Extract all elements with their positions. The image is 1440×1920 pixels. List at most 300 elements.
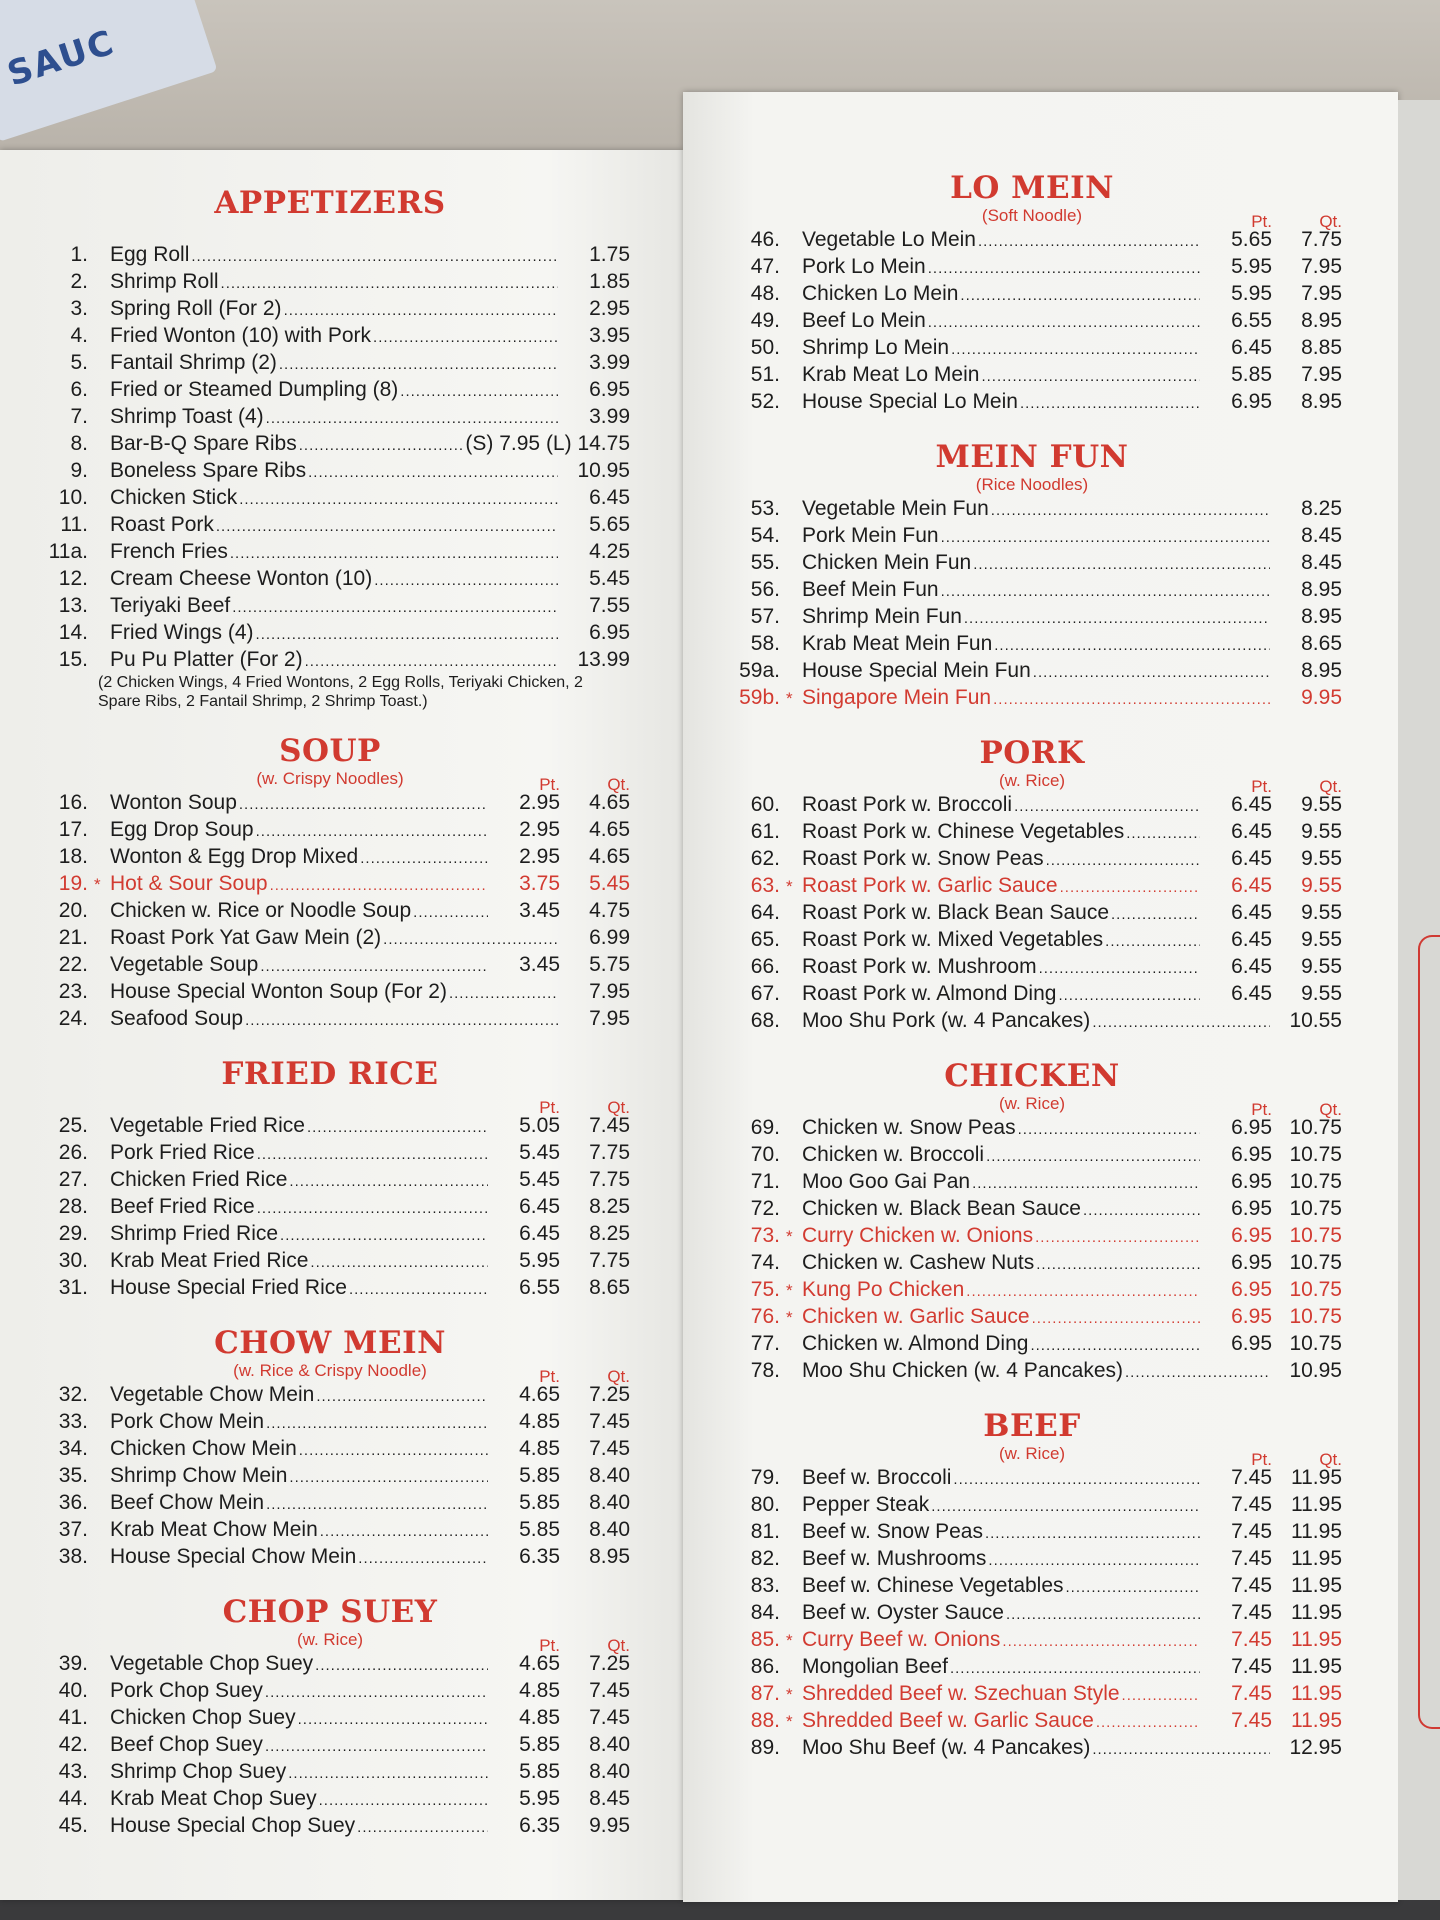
menu-item [722,578,1342,605]
menu-item [30,432,630,459]
item-number: 71. [750,1170,780,1193]
pint-price: 7.45 [1231,1655,1272,1678]
menu-item [722,363,1342,390]
pint-price: 6.45 [1231,820,1272,843]
item-name: Fried Wings (4) [110,621,254,644]
dot-leader [299,437,464,454]
pint-price: 3.45 [519,953,560,976]
dot-leader [257,1200,488,1217]
item-number: 56. [750,578,780,601]
pint-price: 5.45 [519,1168,560,1191]
dot-leader [951,341,1200,358]
item-name: Krab Meat Fried Rice [110,1249,309,1272]
item-name: Krab Meat Chow Mein [110,1518,318,1541]
menu-item [722,955,1342,982]
quart-price: 5.45 [589,872,630,895]
item-name: Fantail Shrimp (2) [110,351,277,374]
quart-price: 4.65 [589,845,630,868]
dot-leader [1020,395,1200,412]
item-number: 43. [58,1760,88,1783]
dot-leader [978,233,1200,250]
item-name: Kung Po Chicken [802,1278,965,1301]
item-name: Pepper Steak [802,1493,930,1516]
quart-price: 7.95 [1301,363,1342,386]
menu-item [30,1114,630,1141]
item-name: Beef Chop Suey [110,1733,263,1756]
item-number: 62. [750,847,780,870]
dot-leader [1018,1121,1200,1138]
item-price: 8.45 [1301,524,1342,547]
dot-leader [1122,1687,1200,1704]
item-name: Boneless Spare Ribs [110,459,307,482]
quart-price: 8.40 [589,1733,630,1756]
item-number: 12. [58,567,88,590]
item-price: 8.45 [1301,551,1342,574]
item-name: French Fries [110,540,228,563]
dot-leader [373,329,558,346]
item-name: Chicken w. Cashew Nuts [802,1251,1035,1274]
item-name: Cream Cheese Wonton (10) [110,567,373,590]
pint-price: 6.95 [1231,1278,1272,1301]
quart-price: 7.25 [589,1652,630,1675]
item-name: Chicken w. Broccoli [802,1143,985,1166]
quart-price: 9.55 [1301,928,1342,951]
quart-price: 9.55 [1301,874,1342,897]
section-title: MEIN FUN [935,439,1129,475]
menu-item [722,928,1342,955]
item-name: Shrimp Fried Rice [110,1222,279,1245]
menu-item [30,1545,630,1572]
menu-item [722,1359,1342,1386]
menu-item [30,297,630,324]
item-number: 14. [58,621,88,644]
menu-item [30,926,630,953]
spicy-marker: * [786,1712,793,1731]
dot-leader [374,572,558,589]
spicy-marker: * [786,1281,793,1300]
dot-leader [266,1415,488,1432]
pint-price: 4.65 [519,1652,560,1675]
quart-price: 8.95 [1301,309,1342,332]
menu-item [722,847,1342,874]
item-price: 9.95 [1301,686,1342,709]
pint-price: 7.45 [1231,1520,1272,1543]
quart-price: 8.25 [589,1222,630,1245]
menu-item [30,1168,630,1195]
dot-leader [280,1227,488,1244]
pint-price: 5.05 [519,1114,560,1137]
quart-price: 7.95 [1301,282,1342,305]
item-number: 21. [58,926,88,949]
menu-item [30,1652,630,1679]
item-number: 20. [58,899,88,922]
item-number: 61. [750,820,780,843]
pint-price: 7.45 [1231,1682,1272,1705]
item-price: 12.95 [1289,1736,1342,1759]
menu-item [30,1383,630,1410]
pint-price: 6.55 [519,1276,560,1299]
dot-leader [1039,960,1200,977]
dot-leader [216,518,558,535]
section-title: LO MEIN [950,170,1114,206]
item-number: 41. [58,1706,88,1729]
item-name: Roast Pork w. Broccoli [802,793,1013,816]
dot-leader [994,637,1270,654]
pint-price: 6.45 [1231,793,1272,816]
menu-section [30,185,630,711]
item-name: Egg Roll [110,243,190,266]
menu-item [30,1007,630,1034]
pint-column-label: Pt. [539,775,560,794]
item-name: Pu Pu Platter (For 2) [110,648,303,671]
dot-leader [257,1146,488,1163]
menu-item [722,1520,1342,1547]
quart-price: 10.75 [1289,1251,1342,1274]
pint-price: 6.35 [519,1814,560,1837]
dot-leader [256,823,488,840]
quart-price: 4.65 [589,818,630,841]
pint-price: 6.95 [1231,1305,1272,1328]
item-number: 37. [58,1518,88,1541]
quart-price: 10.75 [1289,1332,1342,1355]
dot-leader [1126,825,1200,842]
dot-leader [1092,1014,1270,1031]
menu-section [722,170,1342,417]
dot-leader [991,502,1270,519]
quart-column-label: Qt. [1319,1450,1342,1469]
item-price: 13.99 [577,648,630,671]
item-number: 83. [750,1574,780,1597]
dot-leader [191,248,558,265]
dot-leader [239,491,558,508]
pint-price: 6.45 [519,1195,560,1218]
section-subtitle: (w. Rice) [998,771,1066,790]
pint-price: 5.85 [1231,363,1272,386]
quart-price: 8.40 [589,1491,630,1514]
item-name: Chicken Fried Rice [110,1168,288,1191]
quart-price: 9.55 [1301,901,1342,924]
item-number: 22. [58,953,88,976]
item-price: 7.95 [589,980,630,1003]
pint-price: 5.45 [519,1141,560,1164]
dot-leader [950,1660,1200,1677]
dot-leader [400,383,558,400]
menu-item [722,1493,1342,1520]
menu-item [722,1601,1342,1628]
item-name: Vegetable Fried Rice [110,1114,305,1137]
menu-item [30,459,630,486]
left-menu-column [30,185,630,1863]
menu-item [722,1736,1342,1763]
quart-price: 11.95 [1291,1682,1342,1705]
quart-price: 8.25 [589,1195,630,1218]
item-number: 16. [58,791,88,814]
item-name: Beef Chow Mein [110,1491,265,1514]
menu-item [722,1628,1342,1655]
quart-price: 7.75 [1301,228,1342,251]
item-price: 2.95 [589,297,630,320]
dot-leader [1014,798,1200,815]
quart-price: 7.75 [589,1168,630,1191]
quart-price: 7.45 [589,1706,630,1729]
dot-leader [305,653,558,670]
menu-item [30,1814,630,1841]
pint-price: 6.95 [1231,1143,1272,1166]
item-number: 58. [750,632,780,655]
item-name: Curry Beef w. Onions [802,1628,1001,1651]
item-number: 36. [58,1491,88,1514]
menu-item [30,1276,630,1303]
menu-item [30,270,630,297]
item-price: 10.55 [1289,1009,1342,1032]
menu-item [722,659,1342,686]
item-name: Teriyaki Beef [110,594,231,617]
item-price: 8.95 [1301,578,1342,601]
menu-item [30,513,630,540]
item-price: 3.99 [589,405,630,428]
quart-price: 7.25 [589,1383,630,1406]
menu-item [30,1437,630,1464]
item-price: 8.65 [1301,632,1342,655]
quart-price: 8.40 [589,1518,630,1541]
section-title: BEEF [983,1408,1081,1444]
pint-price: 5.95 [1231,255,1272,278]
menu-item [722,1547,1342,1574]
item-number: 66. [750,955,780,978]
pint-price: 6.45 [1231,847,1272,870]
item-number: 11. [60,513,88,536]
dot-leader [1030,1337,1200,1354]
item-name: Shrimp Mein Fun [802,605,962,628]
menu-item [722,793,1342,820]
next-page-border [1418,935,1440,1729]
dot-leader [1035,1229,1200,1246]
item-number: 89. [750,1736,780,1759]
dot-leader [993,691,1270,708]
dot-leader [256,626,558,643]
item-name: Chicken Mein Fun [802,551,972,574]
quart-price: 9.55 [1301,820,1342,843]
next-page-edge [1398,100,1440,1900]
menu-item [722,309,1342,336]
pint-price: 6.55 [1231,309,1272,332]
item-number: 23. [58,980,88,1003]
dot-leader [221,275,558,292]
item-number: 39. [58,1652,88,1675]
item-name: Roast Pork w. Chinese Vegetables [802,820,1125,843]
quart-price: 10.75 [1289,1305,1342,1328]
item-name: Hot & Sour Soup [110,872,268,895]
spicy-marker: * [786,689,793,708]
pint-price: 6.95 [1231,1224,1272,1247]
quart-column-label: Qt. [607,1636,630,1655]
dot-leader [288,1765,488,1782]
pint-price: 6.95 [1231,1170,1272,1193]
quart-price: 7.75 [589,1141,630,1164]
quart-price: 9.95 [589,1814,630,1837]
item-price: 3.99 [589,351,630,374]
dot-leader [941,583,1270,600]
dot-leader [358,1550,488,1567]
menu-item [722,901,1342,928]
item-name: Pork Mein Fun [802,524,939,547]
quart-price: 11.95 [1291,1601,1342,1624]
item-price: 6.95 [589,621,630,644]
quart-price: 10.75 [1289,1116,1342,1139]
item-price: 3.95 [589,324,630,347]
section-title: PORK [979,735,1085,771]
quart-price: 7.45 [589,1410,630,1433]
item-price: 1.85 [589,270,630,293]
dot-leader [310,1254,488,1271]
dot-leader [941,529,1270,546]
item-number: 32. [58,1383,88,1406]
pint-price: 7.45 [1231,1466,1272,1489]
item-price: (S) 7.95 (L) 14.75 [465,432,630,455]
item-name: Chicken Lo Mein [802,282,959,305]
item-name: Shrimp Chop Suey [110,1760,287,1783]
quart-price: 7.45 [589,1114,630,1137]
quart-column-label: Qt. [607,1098,630,1117]
menu-section [30,733,630,1034]
quart-price: 10.75 [1289,1224,1342,1247]
item-number: 80. [750,1493,780,1516]
menu-item [722,632,1342,659]
quart-price: 9.55 [1301,982,1342,1005]
item-name: Chicken w. Snow Peas [802,1116,1016,1139]
item-number: 24. [58,1007,88,1030]
dot-leader [985,1525,1200,1542]
item-number: 49. [750,309,780,332]
dot-leader [349,1281,488,1298]
item-number: 7. [70,405,88,428]
menu-section [30,1325,630,1572]
item-number: 64. [750,901,780,924]
dot-leader [279,356,558,373]
quart-column-label: Qt. [1319,777,1342,796]
item-number: 48. [750,282,780,305]
item-name: Shredded Beef w. Szechuan Style [802,1682,1120,1705]
dot-leader [964,610,1270,627]
menu-item [30,1249,630,1276]
item-price: 7.55 [589,594,630,617]
item-number: 68. [750,1009,780,1032]
dot-leader [245,1012,558,1029]
pint-price: 5.95 [1231,282,1272,305]
item-number: 78. [750,1359,780,1382]
dot-leader [266,410,558,427]
item-number: 3. [70,297,88,320]
item-name: Roast Pork w. Mixed Vegetables [802,928,1104,951]
item-number: 40. [58,1679,88,1702]
item-name: Chicken w. Rice or Noodle Soup [110,899,412,922]
item-name: House Special Fried Rice [110,1276,347,1299]
section-title: SOUP [279,733,381,769]
quart-column-label: Qt. [1319,212,1342,231]
item-number: 55. [750,551,780,574]
section-header [30,1325,630,1386]
dot-leader [1036,1256,1200,1273]
dot-leader [1125,1364,1270,1381]
dot-leader [1032,1310,1200,1327]
item-name: Spring Roll (For 2) [110,297,282,320]
section-subtitle: (Rice Noodles) [975,475,1089,494]
menu-item [722,228,1342,255]
quart-price: 10.75 [1289,1278,1342,1301]
dot-leader [928,314,1200,331]
item-name: House Special Lo Mein [802,390,1018,413]
pint-column-label: Pt. [1251,1100,1272,1119]
menu-section [722,1058,1342,1386]
item-price: 8.25 [1301,497,1342,520]
section-title: FRIED RICE [221,1056,439,1092]
item-name: Pork Chow Mein [110,1410,265,1433]
item-name: Moo Shu Chicken (w. 4 Pancakes) [802,1359,1123,1382]
dot-leader [1060,879,1200,896]
menu-section [722,439,1342,713]
item-name: Wonton Soup [110,791,237,814]
dot-leader [931,1498,1200,1515]
item-price: 10.95 [1289,1359,1342,1382]
pint-price: 4.85 [519,1706,560,1729]
dot-leader [960,287,1200,304]
item-number: 82. [750,1547,780,1570]
pint-price: 6.45 [1231,928,1272,951]
spicy-marker: * [94,875,101,894]
item-name: Beef Mein Fun [802,578,939,601]
item-number: 18. [58,845,88,868]
item-name: Vegetable Chop Suey [110,1652,314,1675]
menu-item [722,1251,1342,1278]
item-number: 67. [750,982,780,1005]
item-price: 7.95 [589,1007,630,1030]
item-price: 6.95 [589,378,630,401]
menu-item [30,1491,630,1518]
menu-item [30,872,630,899]
dot-leader [357,1819,488,1836]
item-number: 15. [58,648,88,671]
dot-leader [289,1173,488,1190]
quart-price: 10.75 [1289,1197,1342,1220]
pint-price: 2.95 [519,845,560,868]
quart-price: 9.55 [1301,847,1342,870]
pint-column-label: Pt. [1251,777,1272,796]
dot-leader [953,1471,1200,1488]
section-subtitle: (w. Rice & Crispy Noodle) [233,1361,427,1380]
item-number: 28. [58,1195,88,1218]
item-price: 5.45 [589,567,630,590]
dot-leader [1066,1579,1200,1596]
item-number: 8. [70,432,88,455]
item-name: Beef Lo Mein [802,309,926,332]
item-number: 76. [750,1305,780,1328]
menu-item [30,1787,630,1814]
item-number: 59b. [739,686,780,709]
quart-price: 8.85 [1301,336,1342,359]
section-subtitle: (Soft Noodle) [981,206,1083,225]
item-number: 88. [750,1709,780,1732]
dot-leader [265,1738,488,1755]
item-number: 85. [750,1628,780,1651]
item-name: House Special Chop Suey [110,1814,356,1837]
menu-item [722,1305,1342,1332]
item-number: 35. [58,1464,88,1487]
dot-leader [315,1657,488,1674]
item-number: 17. [58,818,88,841]
dot-leader [265,1684,488,1701]
section-subtitle: (w. Rice) [998,1094,1066,1113]
menu-item [30,540,630,567]
